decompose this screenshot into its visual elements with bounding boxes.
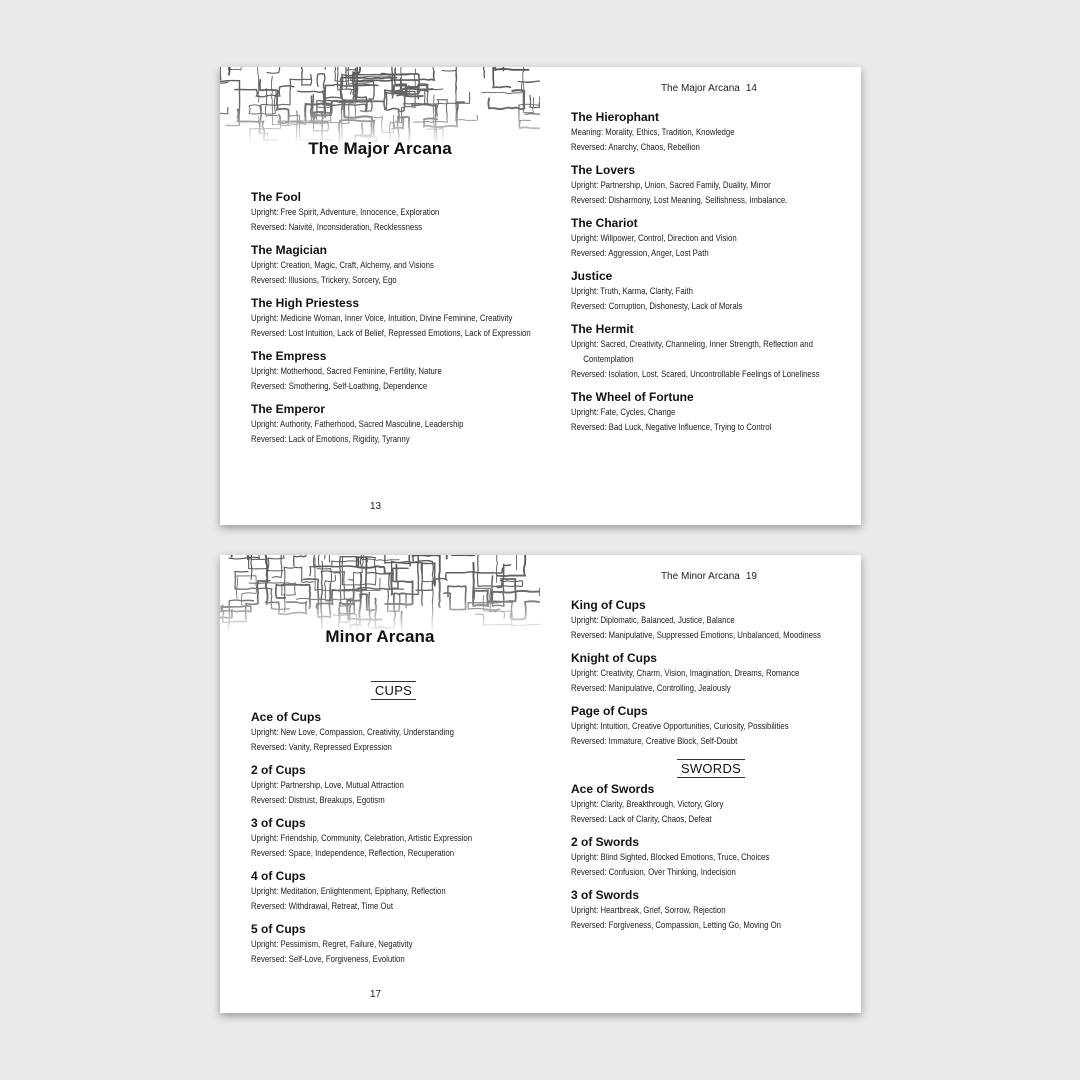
upright-meaning: Upright: Creation, Magic, Craft, Alchemy, and Visions [251, 260, 434, 271]
card-entry [571, 322, 851, 382]
page-number: 17 [370, 989, 382, 1000]
upright-meaning: Upright: Partnership, Union, Sacred Family, Duality, Mirror [571, 180, 771, 191]
upright-meaning: Upright: Blind Sighted, Blocked Emotions, Truce, Choices [571, 852, 770, 863]
upright-meaning: Upright: Fate, Cycles, Change [571, 407, 676, 418]
reversed-meaning: Reversed: Immature, Creative Block, Self-Doubt [571, 736, 738, 747]
reversed-meaning: Reversed: Corruption, Dishonesty, Lack of Morals [571, 301, 743, 312]
card-name: The Magician [251, 243, 328, 257]
card-entry [251, 763, 536, 808]
reversed-meaning: Reversed: Confusion, Over Thinking, Indecision [571, 867, 736, 878]
upright-meaning: Upright: Meditation, Enlightenment, Epiphany, Reflection [251, 886, 446, 897]
reversed-meaning: Reversed: Disharmony, Lost Meaning, Selfishness, Imbalance. [571, 195, 788, 206]
card-entry [571, 216, 851, 261]
card-name: 2 of Cups [251, 763, 306, 777]
entry-list [571, 110, 851, 443]
card-name: The Hierophant [571, 110, 660, 124]
decorative-maze-pattern [220, 555, 540, 633]
reversed-meaning: Reversed: Isolation, Lost, Scared, Uncontrollable Feelings of Loneliness [571, 369, 820, 380]
section-title: Minor Arcana [325, 627, 435, 646]
card-name: The Fool [251, 190, 301, 204]
upright-meaning: Upright: Intuition, Creative Opportunities, Curiosity, Possibilities [571, 721, 789, 732]
card-name: 3 of Swords [571, 888, 640, 902]
running-head [655, 83, 757, 94]
upright-meaning: Upright: Motherhood, Sacred Feminine, Fertility, Nature [251, 366, 442, 377]
card-entry [571, 269, 851, 314]
reversed-meaning: Reversed: Smothering, Self-Loathing, Dependence [251, 381, 428, 392]
card-entry [571, 782, 851, 827]
card-name: 2 of Swords [571, 835, 640, 849]
card-entry [571, 651, 851, 696]
top-book-spread [220, 67, 861, 525]
reversed-meaning: Reversed: Self-Love, Forgiveness, Evolution [251, 954, 405, 965]
card-name: Ace of Cups [251, 710, 322, 724]
reversed-meaning: Reversed: Forgiveness, Compassion, Letting Go, Moving On [571, 920, 781, 931]
reversed-meaning: Reversed: Aggression, Anger, Lost Path [571, 248, 709, 259]
suit-label: CUPS [371, 681, 416, 700]
card-name: 4 of Cups [251, 869, 306, 883]
upright-meaning: Upright: Clarity, Breakthrough, Victory, Glory [571, 799, 724, 810]
page-13 [220, 67, 540, 525]
card-entry [571, 888, 851, 933]
card-name: 3 of Cups [251, 816, 306, 830]
card-name: The Lovers [571, 163, 636, 177]
card-entry [571, 390, 851, 435]
upright-meaning: Upright: Pessimism, Regret, Failure, Negativity [251, 939, 413, 950]
card-entry [251, 869, 536, 914]
page-17 [220, 555, 540, 1013]
upright-meaning: Upright: Truth, Karma, Clarity, Faith [571, 286, 693, 297]
card-entry [251, 402, 536, 447]
card-name: Knight of Cups [571, 651, 657, 665]
reversed-meaning: Reversed: Bad Luck, Negative Influence, Trying to Control [571, 422, 772, 433]
reversed-meaning: Reversed: Vanity, Repressed Expression [251, 742, 392, 753]
card-entry [251, 922, 536, 967]
reversed-meaning: Reversed: Lack of Emotions, Rigidity, Tyranny [251, 434, 410, 445]
card-entry [251, 243, 536, 288]
suit-heading [251, 681, 536, 700]
entry-group [251, 710, 536, 967]
reversed-meaning: Reversed: Lack of Clarity, Chaos, Defeat [571, 814, 712, 825]
reversed-meaning: Reversed: Illusions, Trickery, Sorcery, Ego [251, 275, 397, 286]
card-name: 5 of Cups [251, 922, 306, 936]
upright-meaning: Meaning: Morality, Ethics, Tradition, Knowledge [571, 127, 735, 138]
card-name: The Hermit [571, 322, 634, 336]
upright-meaning: Upright: Partnership, Love, Mutual Attraction [251, 780, 404, 791]
card-name: The Emperor [251, 402, 326, 416]
decorative-maze-pattern [220, 67, 540, 145]
reversed-meaning: Reversed: Naivité, Inconsideration, Recklessness [251, 222, 423, 233]
upright-meaning: Upright: Medicine Woman, Inner Voice, Intuition, Divine Feminine, Creativity [251, 313, 513, 324]
upright-meaning: Upright: Authority, Fatherhood, Sacred Masculine, Leadership [251, 419, 464, 430]
card-name: The Empress [251, 349, 327, 363]
page-14 [540, 67, 861, 525]
card-name: The Wheel of Fortune [571, 390, 694, 404]
card-entry [251, 816, 536, 861]
card-entry [571, 704, 851, 749]
reversed-meaning: Reversed: Distrust, Breakups, Egotism [251, 795, 385, 806]
card-entry [571, 110, 851, 155]
card-entry [251, 710, 536, 755]
running-head-title: The Major Arcana [660, 83, 740, 94]
suit-label: SWORDS [677, 759, 745, 778]
entry-group [571, 782, 851, 933]
page-number: 13 [370, 501, 382, 512]
upright-meaning: Upright: Willpower, Control, Direction and Vision [571, 233, 737, 244]
entry-list [251, 190, 536, 455]
card-name: Ace of Swords [571, 782, 655, 796]
card-entry [571, 163, 851, 208]
reversed-meaning: Reversed: Anarchy, Chaos, Rebellion [571, 142, 700, 153]
card-name: The Chariot [571, 216, 638, 230]
page-19 [540, 555, 861, 1013]
card-entry [571, 598, 851, 643]
upright-meaning: Upright: Sacred, Creativity, Channeling, Inner Strength, Reflection and Contemplation [571, 339, 813, 365]
entry-list [571, 598, 851, 941]
entry-group [571, 598, 851, 749]
card-entry [571, 835, 851, 880]
upright-meaning: Upright: Diplomatic, Balanced, Justice, Balance [571, 615, 735, 626]
page-number: 14 [745, 83, 757, 94]
card-name: Page of Cups [571, 704, 648, 718]
reversed-meaning: Reversed: Manipulative, Controlling, Jealously [571, 683, 731, 694]
upright-meaning: Upright: Creativity, Charm, Vision, Imagination, Dreams, Romance [571, 668, 800, 679]
card-entry [251, 349, 536, 394]
card-entry [251, 296, 536, 341]
suit-heading [571, 759, 851, 778]
upright-meaning: Upright: Heartbreak, Grief, Sorrow, Rejection [571, 905, 726, 916]
bottom-book-spread [220, 555, 861, 1013]
entry-list [251, 677, 536, 975]
upright-meaning: Upright: New Love, Compassion, Creativity, Understanding [251, 727, 454, 738]
card-name: The High Priestess [251, 296, 360, 310]
page-number: 19 [745, 571, 757, 582]
reversed-meaning: Reversed: Space, Independence, Reflection, Recuperation [251, 848, 455, 859]
running-head-title: The Minor Arcana [660, 571, 740, 582]
reversed-meaning: Reversed: Withdrawal, Retreat, Time Out [251, 901, 394, 912]
card-entry [251, 190, 536, 235]
upright-meaning: Upright: Friendship, Community, Celebration, Artistic Expression [251, 833, 473, 844]
reversed-meaning: Reversed: Lost Intuition, Lack of Belief, Repressed Emotions, Lack of Expression [251, 328, 531, 339]
card-name: Justice [571, 269, 613, 283]
section-title: The Major Arcana [308, 139, 452, 158]
running-head [655, 571, 757, 582]
card-name: King of Cups [571, 598, 646, 612]
upright-meaning: Upright: Free Spirit, Adventure, Innocence, Exploration [251, 207, 440, 218]
reversed-meaning: Reversed: Manipulative, Suppressed Emotions, Unbalanced, Moodiness [571, 630, 821, 641]
